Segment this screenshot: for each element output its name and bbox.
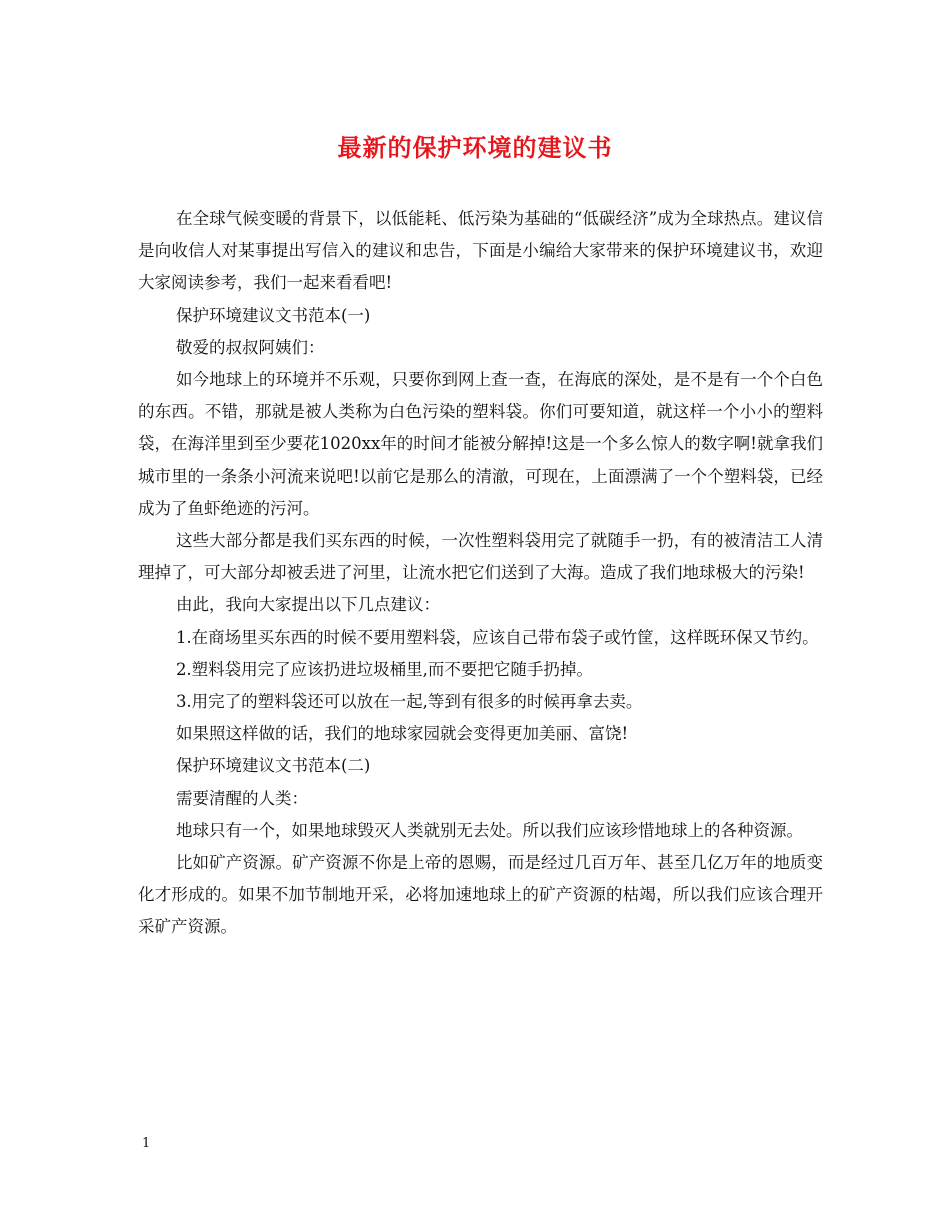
paragraph-body: 如今地球上的环境并不乐观，只要你到网上查一查，在海底的深处，是不是有一个个白色的东西。不错，那就是被人类称为白色污染的塑料袋。你们可要知道，就这样一个小小的塑料袋，在海洋里到至少要花1020xx年的时间才能被分解掉!这是一个多么惊人的数字啊!就拿我们城市里的一条条小河流来说吧!以前它是那么的清澈，可现在，上面漂满了一个个塑料袋，已经成为了鱼虾绝迹的污河。 [138, 370, 823, 518]
paragraph-salutation-two: 需要清醒的人类： [175, 788, 308, 808]
page-number: 1 [142, 1136, 151, 1151]
document-title: 最新的保护环境的建议书 [337, 133, 613, 162]
paragraph-body: 如果照这样做的话，我们的地球家园就会变得更加美丽、富饶! [175, 724, 629, 744]
paragraph-body: 由此，我向大家提出以下几点建议： [175, 595, 440, 615]
paragraph-suggestion: 3.用完了的塑料袋还可以放在一起,等到有很多的时候再拿去卖。 [175, 692, 643, 712]
paragraph-suggestion: 2.塑料袋用完了应该扔进垃圾桶里,而不要把它随手扔掉。 [175, 659, 593, 679]
document-body [138, 203, 823, 944]
paragraph-heading-sample-one: 保护环境建议文书范本(一) [175, 305, 371, 325]
paragraph-intro: 在全球气候变暖的背景下，以低能耗、低污染为基础的“低碳经济”成为全球热点。建议信是向收信人对某事提出写信入的建议和忠告，下面是小编给大家带来的保护环境建议书，欢迎大家阅读参考，我们一起来看看吧! [138, 209, 823, 293]
paragraph-body: 比如矿产资源。矿产资源不你是上帝的恩赐，而是经过几百万年、甚至几亿万年的地质变化才形成的。如果不加节制地开采，必将加速地球上的矿产资源的枯竭，所以我们应该合理开采矿产资源。 [138, 853, 823, 937]
paragraph-heading-sample-two: 保护环境建议文书范本(二) [175, 756, 371, 776]
paragraph-body: 地球只有一个，如果地球毁灭人类就别无去处。所以我们应该珍惜地球上的各种资源。 [175, 820, 803, 840]
paragraph-salutation-one: 敬爱的叔叔阿姨们： [175, 337, 325, 357]
paragraph-body: 这些大部分都是我们买东西的时候，一次性塑料袋用完了就随手一扔，有的被清洁工人清理掉了，可大部分却被丢进了河里，让流水把它们送到了大海。造成了我们地球极大的污染! [138, 531, 823, 583]
paragraph-suggestion: 1.在商场里买东西的时候不要用塑料袋，应该自己带布袋子或竹筐，这样既环保又节约。 [175, 627, 819, 647]
